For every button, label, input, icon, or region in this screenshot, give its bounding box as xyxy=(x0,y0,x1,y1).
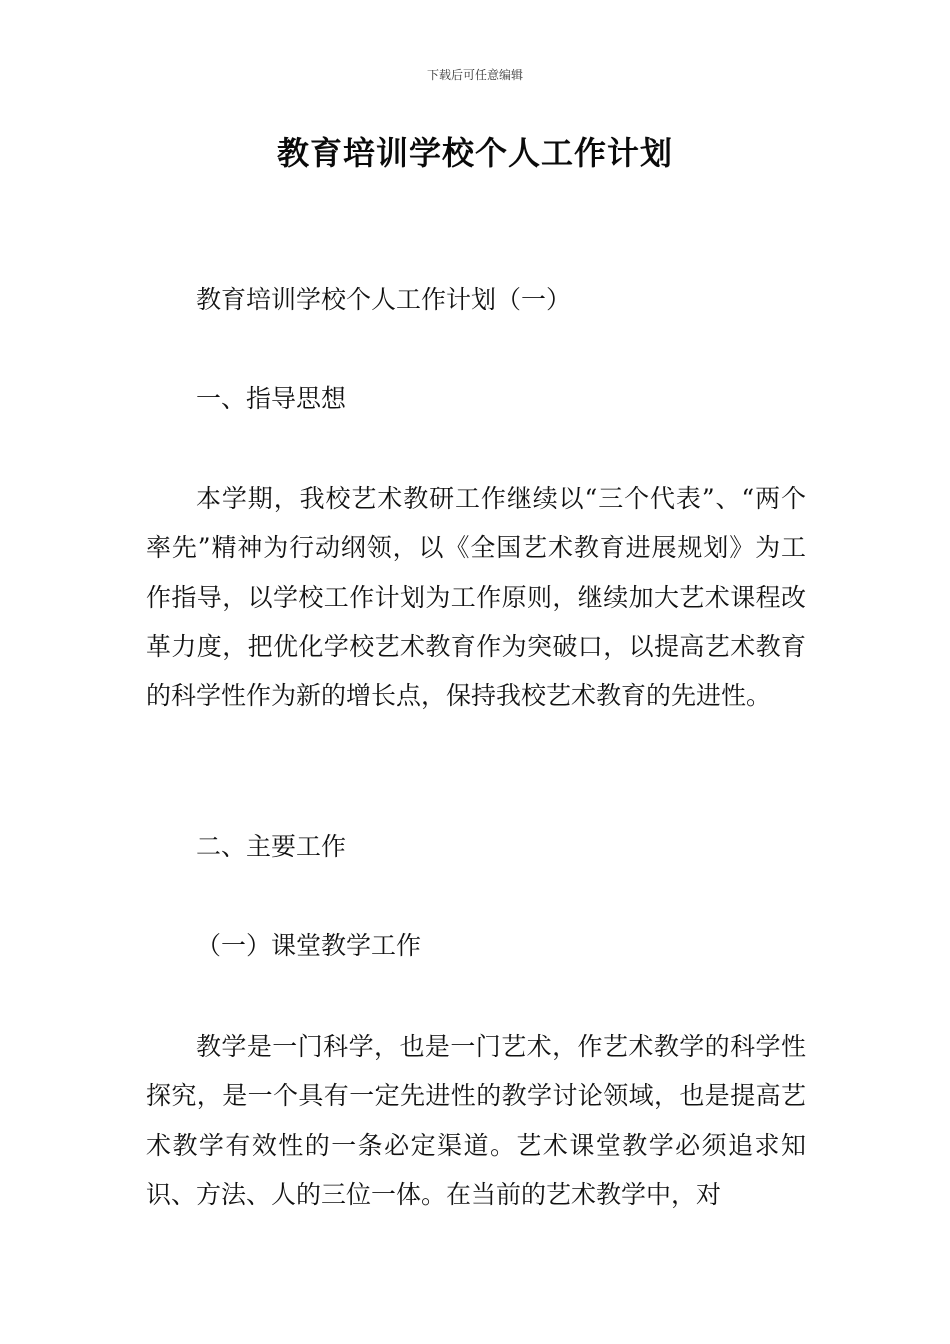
section2-subheading: （一）课堂教学工作 xyxy=(196,931,422,960)
header-note: 下载后可任意编辑 xyxy=(426,68,523,82)
section2-heading: 二、主要工作 xyxy=(196,832,347,861)
section2-paragraph: 教学是一门科学，也是一门艺术，作艺术教学的科学性探究，是一个具有一定先进性的教学讨论领域，也是提高艺术教学有效性的一条必定渠道。艺术课堂教学必须追求知识、方法、人的三位一体。在当前的艺术教学中，对 xyxy=(146,1032,806,1209)
section1-heading: 一、指导思想 xyxy=(196,384,347,413)
section-subtitle: 教育培训学校个人工作计划（一） xyxy=(196,285,572,314)
section1-paragraph: 本学期，我校艺术教研工作继续以“三个代表”、“两个率先”精神为行动纲领，以《全国艺术教育进展规划》为工作指导，以学校工作计划为工作原则，继续加大艺术课程改革力度，把优化学校艺术教育作为突破口，以提高艺术教育的科学性作为新的增长点，保持我校艺术教育的先进性。 xyxy=(146,484,806,711)
document-title: 教育培训学校个人工作计划 xyxy=(276,134,673,172)
